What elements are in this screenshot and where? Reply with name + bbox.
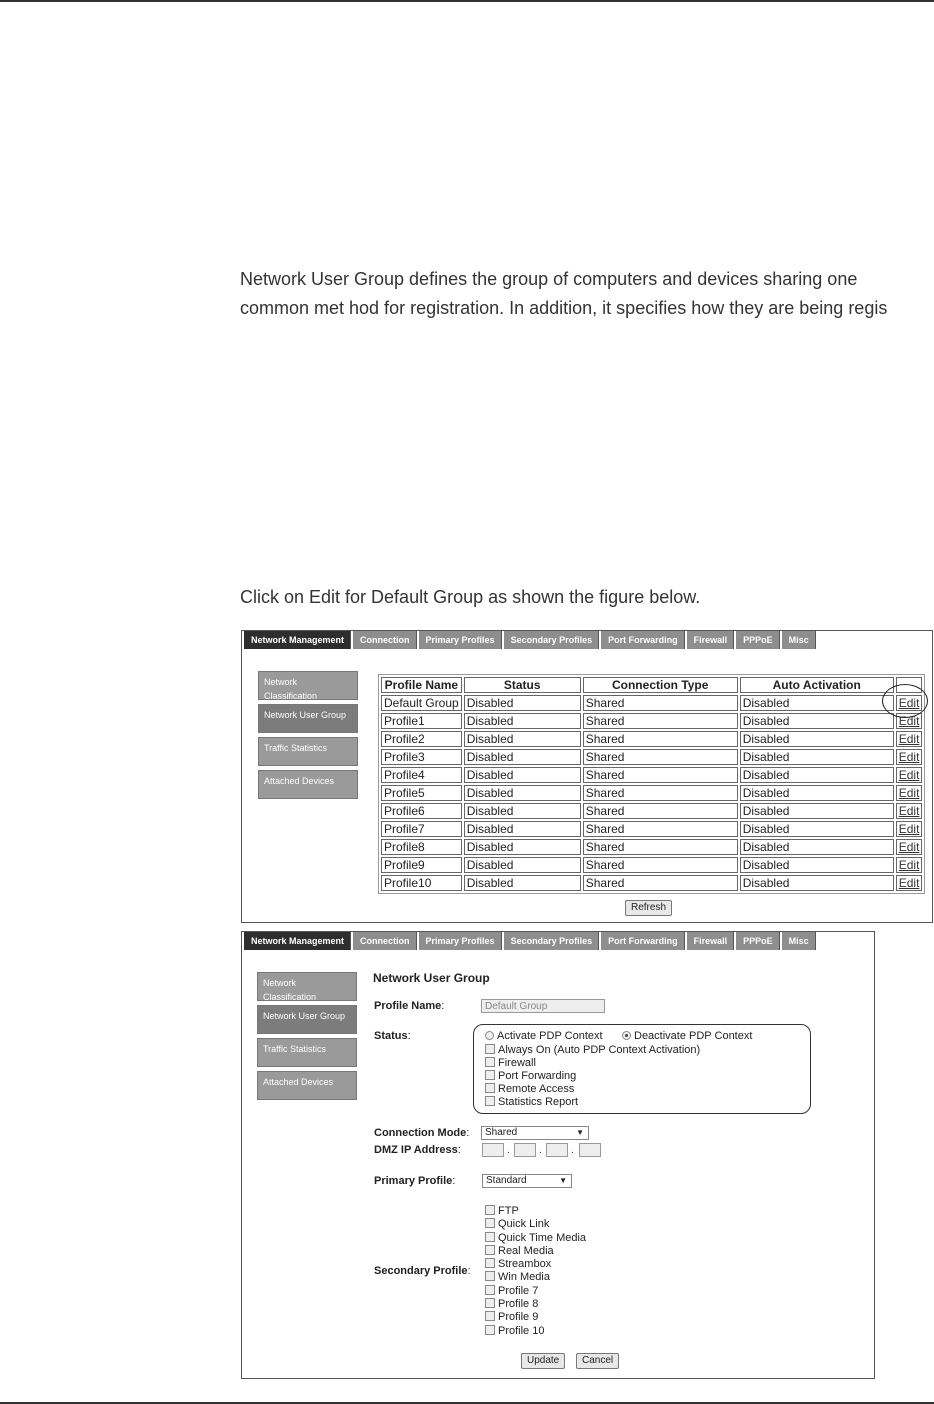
cell-status: Disabled xyxy=(464,821,581,837)
radio-activate-label: Activate PDP Context xyxy=(497,1030,603,1042)
tab-secondary-profiles[interactable]: Secondary Profiles xyxy=(504,631,600,649)
primary-profile-colon: : xyxy=(452,1175,456,1187)
radio-deactivate[interactable] xyxy=(622,1030,752,1043)
checkbox[interactable] xyxy=(485,1083,495,1093)
dmz-label xyxy=(374,1144,461,1156)
cell-connection-type: Shared xyxy=(583,875,738,891)
top-rule xyxy=(0,0,934,2)
cell-profile-name: Profile1 xyxy=(381,713,462,729)
radio-activate-icon[interactable] xyxy=(485,1031,494,1040)
cell-status: Disabled xyxy=(464,695,581,711)
checkbox[interactable] xyxy=(485,1205,495,1215)
status-label-text: Status xyxy=(374,1030,408,1042)
secondary-option[interactable] xyxy=(485,1245,586,1258)
secondary-option[interactable] xyxy=(485,1271,586,1284)
radio-activate[interactable] xyxy=(485,1030,603,1043)
form-title: Network User Group xyxy=(373,971,490,985)
edit-link[interactable]: Edit xyxy=(896,695,923,711)
secondary-option[interactable] xyxy=(485,1325,586,1338)
cell-connection-type: Shared xyxy=(583,839,738,855)
tab-pppoe[interactable]: PPPoE xyxy=(736,631,780,649)
header-auto-activation: Auto Activation xyxy=(740,677,894,693)
sidenav-attached-devices[interactable]: Attached Devices xyxy=(258,770,358,799)
checkbox[interactable] xyxy=(485,1096,495,1106)
edit-link[interactable]: Edit xyxy=(896,821,923,837)
header-status: Status xyxy=(464,677,581,693)
tab-bar xyxy=(244,631,818,649)
secondary-option[interactable] xyxy=(485,1258,586,1271)
dot-separator: . xyxy=(571,1145,574,1156)
checkbox[interactable] xyxy=(485,1298,495,1308)
secondary-option-label: Profile 9 xyxy=(498,1311,539,1324)
cell-status: Disabled xyxy=(464,857,581,873)
cell-profile-name: Profile7 xyxy=(381,821,462,837)
primary-profile-value: Standard xyxy=(486,1175,527,1186)
cell-status: Disabled xyxy=(464,713,581,729)
secondary-option-label: Win Media xyxy=(498,1271,550,1284)
checkbox[interactable] xyxy=(485,1271,495,1281)
dot-separator: . xyxy=(507,1145,510,1156)
table-row xyxy=(381,821,922,837)
cell-status: Disabled xyxy=(464,839,581,855)
secondary-option[interactable] xyxy=(485,1232,586,1245)
chevron-down-icon: ▼ xyxy=(559,1176,567,1185)
cell-profile-name: Profile10 xyxy=(381,875,462,891)
edit-link[interactable]: Edit xyxy=(896,857,923,873)
primary-profile-select[interactable] xyxy=(482,1174,572,1188)
tab-misc[interactable]: Misc xyxy=(782,631,816,649)
sidenav-network-classification[interactable]: Network Classification xyxy=(257,972,357,1001)
tab-network-management[interactable]: Network Management xyxy=(244,631,351,649)
checkbox[interactable] xyxy=(485,1232,495,1242)
profile-name-field[interactable]: Default Group xyxy=(481,999,605,1013)
dmz-octet-2[interactable] xyxy=(514,1143,536,1157)
tab-secondary-profiles[interactable]: Secondary Profiles xyxy=(504,932,600,950)
tab-firewall[interactable]: Firewall xyxy=(687,932,735,950)
status-option-label: Statistics Report xyxy=(498,1096,579,1108)
status-label xyxy=(374,1030,411,1042)
table-row xyxy=(381,749,922,765)
secondary-option-label: Real Media xyxy=(498,1244,554,1257)
sidenav-network-user-group[interactable]: Network User Group xyxy=(257,1005,357,1034)
sidenav-traffic-statistics[interactable]: Traffic Statistics xyxy=(257,1038,357,1067)
cell-status: Disabled xyxy=(464,731,581,747)
tab-connection[interactable]: Connection xyxy=(353,631,417,649)
secondary-option[interactable] xyxy=(485,1218,586,1231)
sidenav-network-classification[interactable]: Network Classification xyxy=(258,671,358,700)
secondary-option-label: Profile 10 xyxy=(498,1324,545,1337)
connection-mode-label-text: Connection Mode xyxy=(374,1127,467,1139)
cell-connection-type: Shared xyxy=(583,713,738,729)
dmz-octet-1[interactable] xyxy=(482,1143,504,1157)
table-row xyxy=(381,695,922,711)
tab-pppoe[interactable]: PPPoE xyxy=(736,932,780,950)
cell-status: Disabled xyxy=(464,785,581,801)
secondary-option-label: Streambox xyxy=(498,1258,552,1271)
header-profile-name: Profile Name xyxy=(381,677,462,693)
connection-mode-colon: : xyxy=(466,1127,470,1139)
status-option-label: Port Forwarding xyxy=(498,1070,577,1082)
secondary-option-label: Quick Link xyxy=(498,1218,550,1231)
tab-firewall[interactable]: Firewall xyxy=(687,631,735,649)
table-row xyxy=(381,731,922,747)
dot-separator: . xyxy=(539,1145,542,1156)
tab-port-forwarding[interactable]: Port Forwarding xyxy=(601,631,685,649)
tab-network-management[interactable]: Network Management xyxy=(244,932,351,950)
cell-status: Disabled xyxy=(464,767,581,783)
update-button[interactable]: Update xyxy=(521,1353,565,1369)
instruction-text: Click on Edit for Default Group as shown the figure below. xyxy=(240,587,701,607)
edit-link[interactable]: Edit xyxy=(896,713,923,729)
secondary-option-label: Profile 8 xyxy=(498,1298,539,1311)
checkbox[interactable] xyxy=(485,1245,495,1255)
status-option[interactable] xyxy=(485,1070,700,1083)
cell-profile-name: Profile5 xyxy=(381,785,462,801)
cell-auto-activation: Disabled xyxy=(740,857,894,873)
status-options xyxy=(485,1044,700,1109)
status-option[interactable] xyxy=(485,1044,700,1057)
side-nav xyxy=(258,671,358,803)
secondary-option-label: Quick Time Media xyxy=(498,1231,587,1244)
cell-profile-name: Profile8 xyxy=(381,839,462,855)
status-option-label: Remote Access xyxy=(498,1083,575,1095)
table-header-row xyxy=(381,677,922,693)
side-nav-2 xyxy=(257,972,357,1104)
cell-connection-type: Shared xyxy=(583,767,738,783)
cell-auto-activation: Disabled xyxy=(740,695,894,711)
header-connection-type: Connection Type xyxy=(583,677,738,693)
cell-connection-type: Shared xyxy=(583,731,738,747)
connection-mode-label xyxy=(374,1127,469,1139)
status-option[interactable] xyxy=(485,1096,700,1109)
radio-deactivate-icon[interactable] xyxy=(622,1031,631,1040)
cell-auto-activation: Disabled xyxy=(740,767,894,783)
cell-connection-type: Shared xyxy=(583,821,738,837)
tab-port-forwarding[interactable]: Port Forwarding xyxy=(601,932,685,950)
cell-profile-name: Profile9 xyxy=(381,857,462,873)
profile-name-colon: : xyxy=(441,1000,445,1012)
cell-auto-activation: Disabled xyxy=(740,749,894,765)
edit-link[interactable]: Edit xyxy=(896,767,923,783)
profile-name-label-text: Profile Name xyxy=(374,1000,442,1012)
cell-profile-name: Default Group xyxy=(381,695,462,711)
cell-connection-type: Shared xyxy=(583,803,738,819)
tab-connection[interactable]: Connection xyxy=(353,932,417,950)
checkbox[interactable] xyxy=(485,1070,495,1080)
table-row xyxy=(381,767,922,783)
cell-auto-activation: Disabled xyxy=(740,785,894,801)
cell-auto-activation: Disabled xyxy=(740,803,894,819)
secondary-profile-colon: : xyxy=(467,1265,471,1277)
cell-auto-activation: Disabled xyxy=(740,731,894,747)
cell-connection-type: Shared xyxy=(583,695,738,711)
profile-list-screenshot xyxy=(241,630,933,923)
checkbox[interactable] xyxy=(485,1057,495,1067)
primary-profile-label xyxy=(374,1175,455,1187)
edit-link[interactable]: Edit xyxy=(896,875,923,891)
secondary-options xyxy=(485,1205,586,1338)
radio-deactivate-label: Deactivate PDP Context xyxy=(634,1030,753,1042)
status-colon: : xyxy=(407,1030,411,1042)
sidenav-attached-devices[interactable]: Attached Devices xyxy=(257,1071,357,1100)
edit-link[interactable]: Edit xyxy=(896,749,923,765)
status-option[interactable] xyxy=(485,1057,700,1070)
table-row xyxy=(381,839,922,855)
tab-misc[interactable]: Misc xyxy=(782,932,816,950)
table-row xyxy=(381,785,922,801)
intro-paragraph xyxy=(240,265,887,323)
edit-link[interactable]: Edit xyxy=(896,839,923,855)
secondary-profile-label xyxy=(374,1265,471,1277)
cell-profile-name: Profile2 xyxy=(381,731,462,747)
secondary-option-label: FTP xyxy=(498,1205,519,1217)
cell-auto-activation: Disabled xyxy=(740,839,894,855)
cancel-button[interactable]: Cancel xyxy=(576,1353,619,1369)
cell-auto-activation: Disabled xyxy=(740,821,894,837)
sidenav-traffic-statistics[interactable]: Traffic Statistics xyxy=(258,737,358,766)
cell-auto-activation: Disabled xyxy=(740,875,894,891)
profile-table xyxy=(378,674,925,894)
profile-name-label xyxy=(374,1000,444,1012)
secondary-option-label: Profile 7 xyxy=(498,1284,539,1297)
edit-link[interactable]: Edit xyxy=(896,731,923,747)
dmz-colon: : xyxy=(457,1144,461,1156)
checkbox[interactable] xyxy=(485,1044,495,1054)
secondary-option[interactable] xyxy=(485,1311,586,1324)
table-row xyxy=(381,857,922,873)
checkbox[interactable] xyxy=(485,1258,495,1268)
edit-link[interactable]: Edit xyxy=(896,803,923,819)
connection-mode-select[interactable] xyxy=(481,1126,589,1140)
table-row xyxy=(381,803,922,819)
status-option-label: Always On (Auto PDP Context Activation) xyxy=(498,1044,701,1056)
dmz-octet-4[interactable] xyxy=(579,1143,601,1157)
intro-line-2: common met hod for registration. In addition, it specifies how they are being regis xyxy=(240,298,888,318)
edit-link[interactable]: Edit xyxy=(896,785,923,801)
cell-status: Disabled xyxy=(464,749,581,765)
checkbox[interactable] xyxy=(485,1218,495,1228)
cell-connection-type: Shared xyxy=(583,857,738,873)
edit-group-screenshot xyxy=(241,931,875,1379)
secondary-profile-label-text: Secondary Profile xyxy=(374,1265,468,1277)
table-row xyxy=(381,713,922,729)
refresh-button[interactable]: Refresh xyxy=(625,900,672,916)
cell-connection-type: Shared xyxy=(583,749,738,765)
tab-primary-profiles[interactable]: Primary Profiles xyxy=(419,932,502,950)
connection-mode-value: Shared xyxy=(485,1127,518,1138)
cell-profile-name: Profile3 xyxy=(381,749,462,765)
intro-line-1: Network User Group defines the group of computers and devices sharing one xyxy=(240,269,858,289)
status-option[interactable] xyxy=(485,1083,700,1096)
cell-auto-activation: Disabled xyxy=(740,713,894,729)
checkbox[interactable] xyxy=(485,1285,495,1295)
chevron-down-icon: ▼ xyxy=(576,1128,584,1137)
cell-connection-type: Shared xyxy=(583,785,738,801)
secondary-option[interactable] xyxy=(485,1205,586,1218)
tab-bar-2 xyxy=(244,932,818,950)
secondary-option[interactable] xyxy=(485,1298,586,1311)
cell-profile-name: Profile6 xyxy=(381,803,462,819)
dmz-octet-3[interactable] xyxy=(546,1143,568,1157)
cell-status: Disabled xyxy=(464,875,581,891)
secondary-option[interactable] xyxy=(485,1285,586,1298)
table-row xyxy=(381,875,922,891)
status-option-label: Firewall xyxy=(498,1057,536,1069)
highlight-circle xyxy=(882,684,928,718)
sidenav-network-user-group[interactable]: Network User Group xyxy=(258,704,358,733)
checkbox[interactable] xyxy=(485,1311,495,1321)
primary-profile-label-text: Primary Profile xyxy=(374,1175,453,1187)
cell-status: Disabled xyxy=(464,803,581,819)
cell-profile-name: Profile4 xyxy=(381,767,462,783)
tab-primary-profiles[interactable]: Primary Profiles xyxy=(419,631,502,649)
dmz-label-text: DMZ IP Address xyxy=(374,1144,458,1156)
checkbox[interactable] xyxy=(485,1325,495,1335)
